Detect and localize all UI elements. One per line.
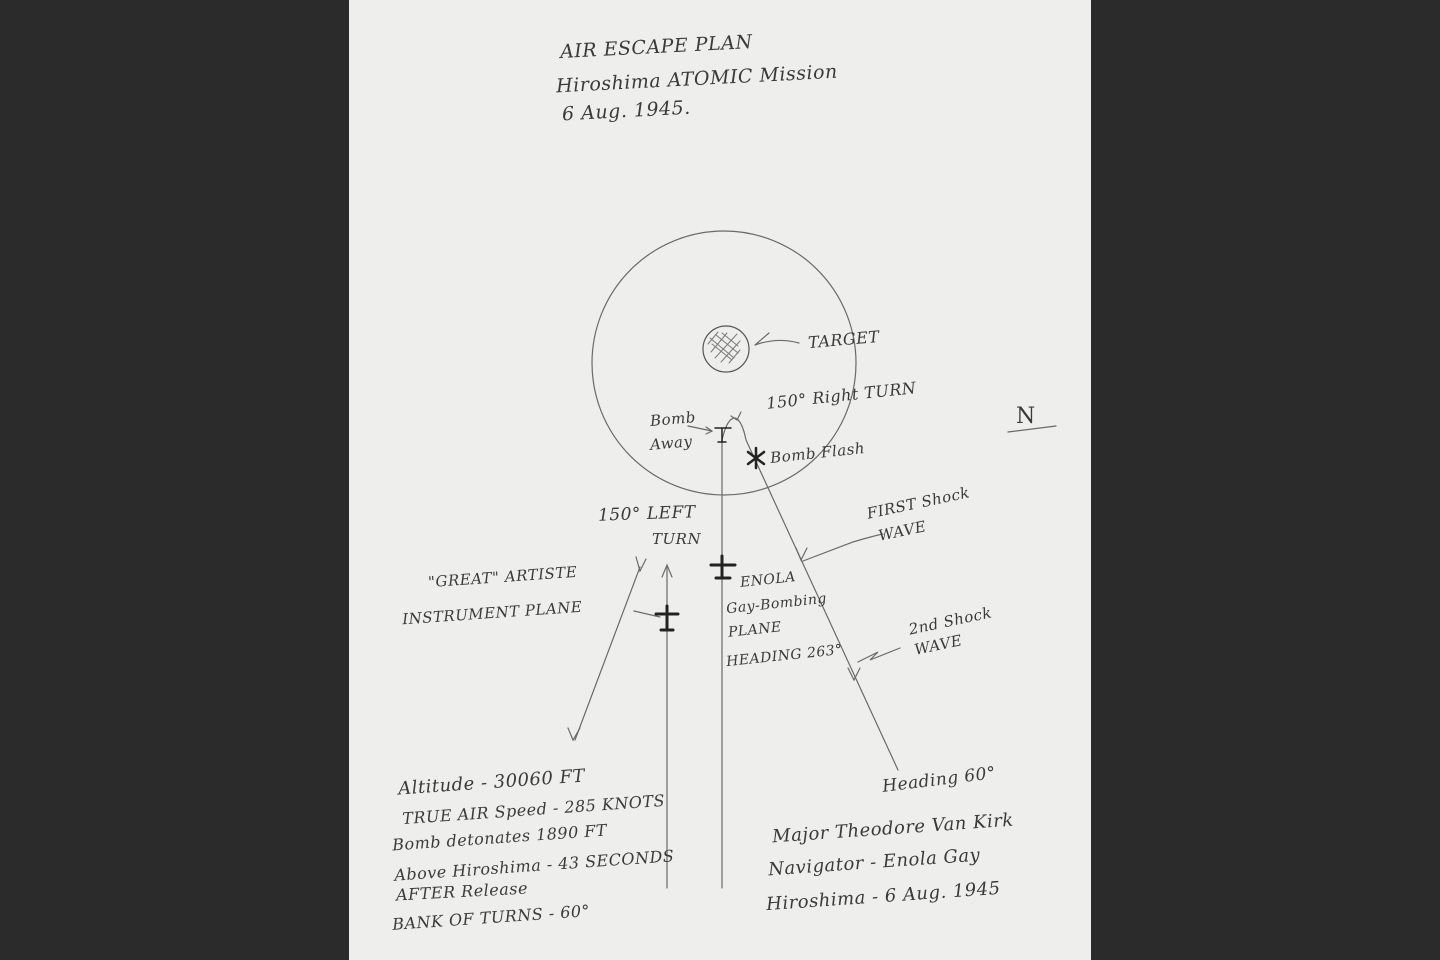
signature-line: Navigator - Enola Gay xyxy=(767,844,981,881)
enola-gay-label-2: Gay-Bombing xyxy=(725,590,828,618)
second-shock-label-2: WAVE xyxy=(912,631,964,659)
first-shock-label-1: FIRST Shock xyxy=(865,483,972,523)
first-shock-label-2: WAVE xyxy=(876,517,928,545)
note-line: AFTER Release xyxy=(395,878,529,905)
enola-gay-label-4: HEADING 263° xyxy=(725,641,844,671)
title-line-2: Hiroshima ATOMIC Mission xyxy=(555,60,839,98)
enola-gay-label-3: PLANE xyxy=(727,619,783,641)
signature-line: Hiroshima - 6 Aug. 1945 xyxy=(765,877,1002,916)
note-line: TRUE AIR Speed - 285 KNOTS xyxy=(401,790,666,829)
note-line: Above Hiroshima - 43 SECONDS xyxy=(393,846,675,885)
right-turn-label: 150° Right TURN xyxy=(765,378,918,413)
note-line: Altitude - 30060 FT xyxy=(397,765,586,800)
target-label: TARGET xyxy=(807,326,881,353)
first-shock-arrowhead xyxy=(796,548,807,560)
second-shock-pointer xyxy=(858,648,900,662)
second-shock-label-1: 2nd Shock xyxy=(907,603,994,639)
heading-60-label: Heading 60° xyxy=(881,763,998,797)
left-turn-arrowhead xyxy=(636,557,646,571)
target-hatching xyxy=(708,332,740,363)
great-artiste-label-1: "GREAT" ARTISTE xyxy=(427,562,578,592)
great-artiste-label-2: INSTRUMENT PLANE xyxy=(401,597,583,629)
note-line: BANK OF TURNS - 60° xyxy=(391,901,591,934)
target-circle xyxy=(703,326,749,372)
signature-line: Major Theodore Van Kirk xyxy=(771,809,1015,848)
first-shock-pointer xyxy=(803,534,883,561)
north-label: N xyxy=(1016,404,1036,429)
enola-gay-plane-icon-lower xyxy=(711,556,735,578)
bomb-flash-icon xyxy=(748,448,764,468)
target-pointer xyxy=(755,333,799,345)
bomb-away-label-1: Bomb xyxy=(649,408,697,430)
title-line-1: AIR ESCAPE PLAN xyxy=(559,30,754,64)
left-turn-label-2: TURN xyxy=(652,530,702,548)
enola-gay-label-1: ENOLA xyxy=(739,569,797,591)
bomb-flash-label: Bomb Flash xyxy=(769,439,866,467)
title-line-3: 6 Aug. 1945. xyxy=(561,96,692,126)
great-artiste-plane-icon xyxy=(656,606,678,630)
bomb-away-label-2: Away xyxy=(649,432,694,454)
left-turn-label-1: 150° LEFT xyxy=(597,502,697,526)
note-line: Bomb detonates 1890 FT xyxy=(391,820,608,855)
great-artiste-escape-path xyxy=(575,567,640,740)
